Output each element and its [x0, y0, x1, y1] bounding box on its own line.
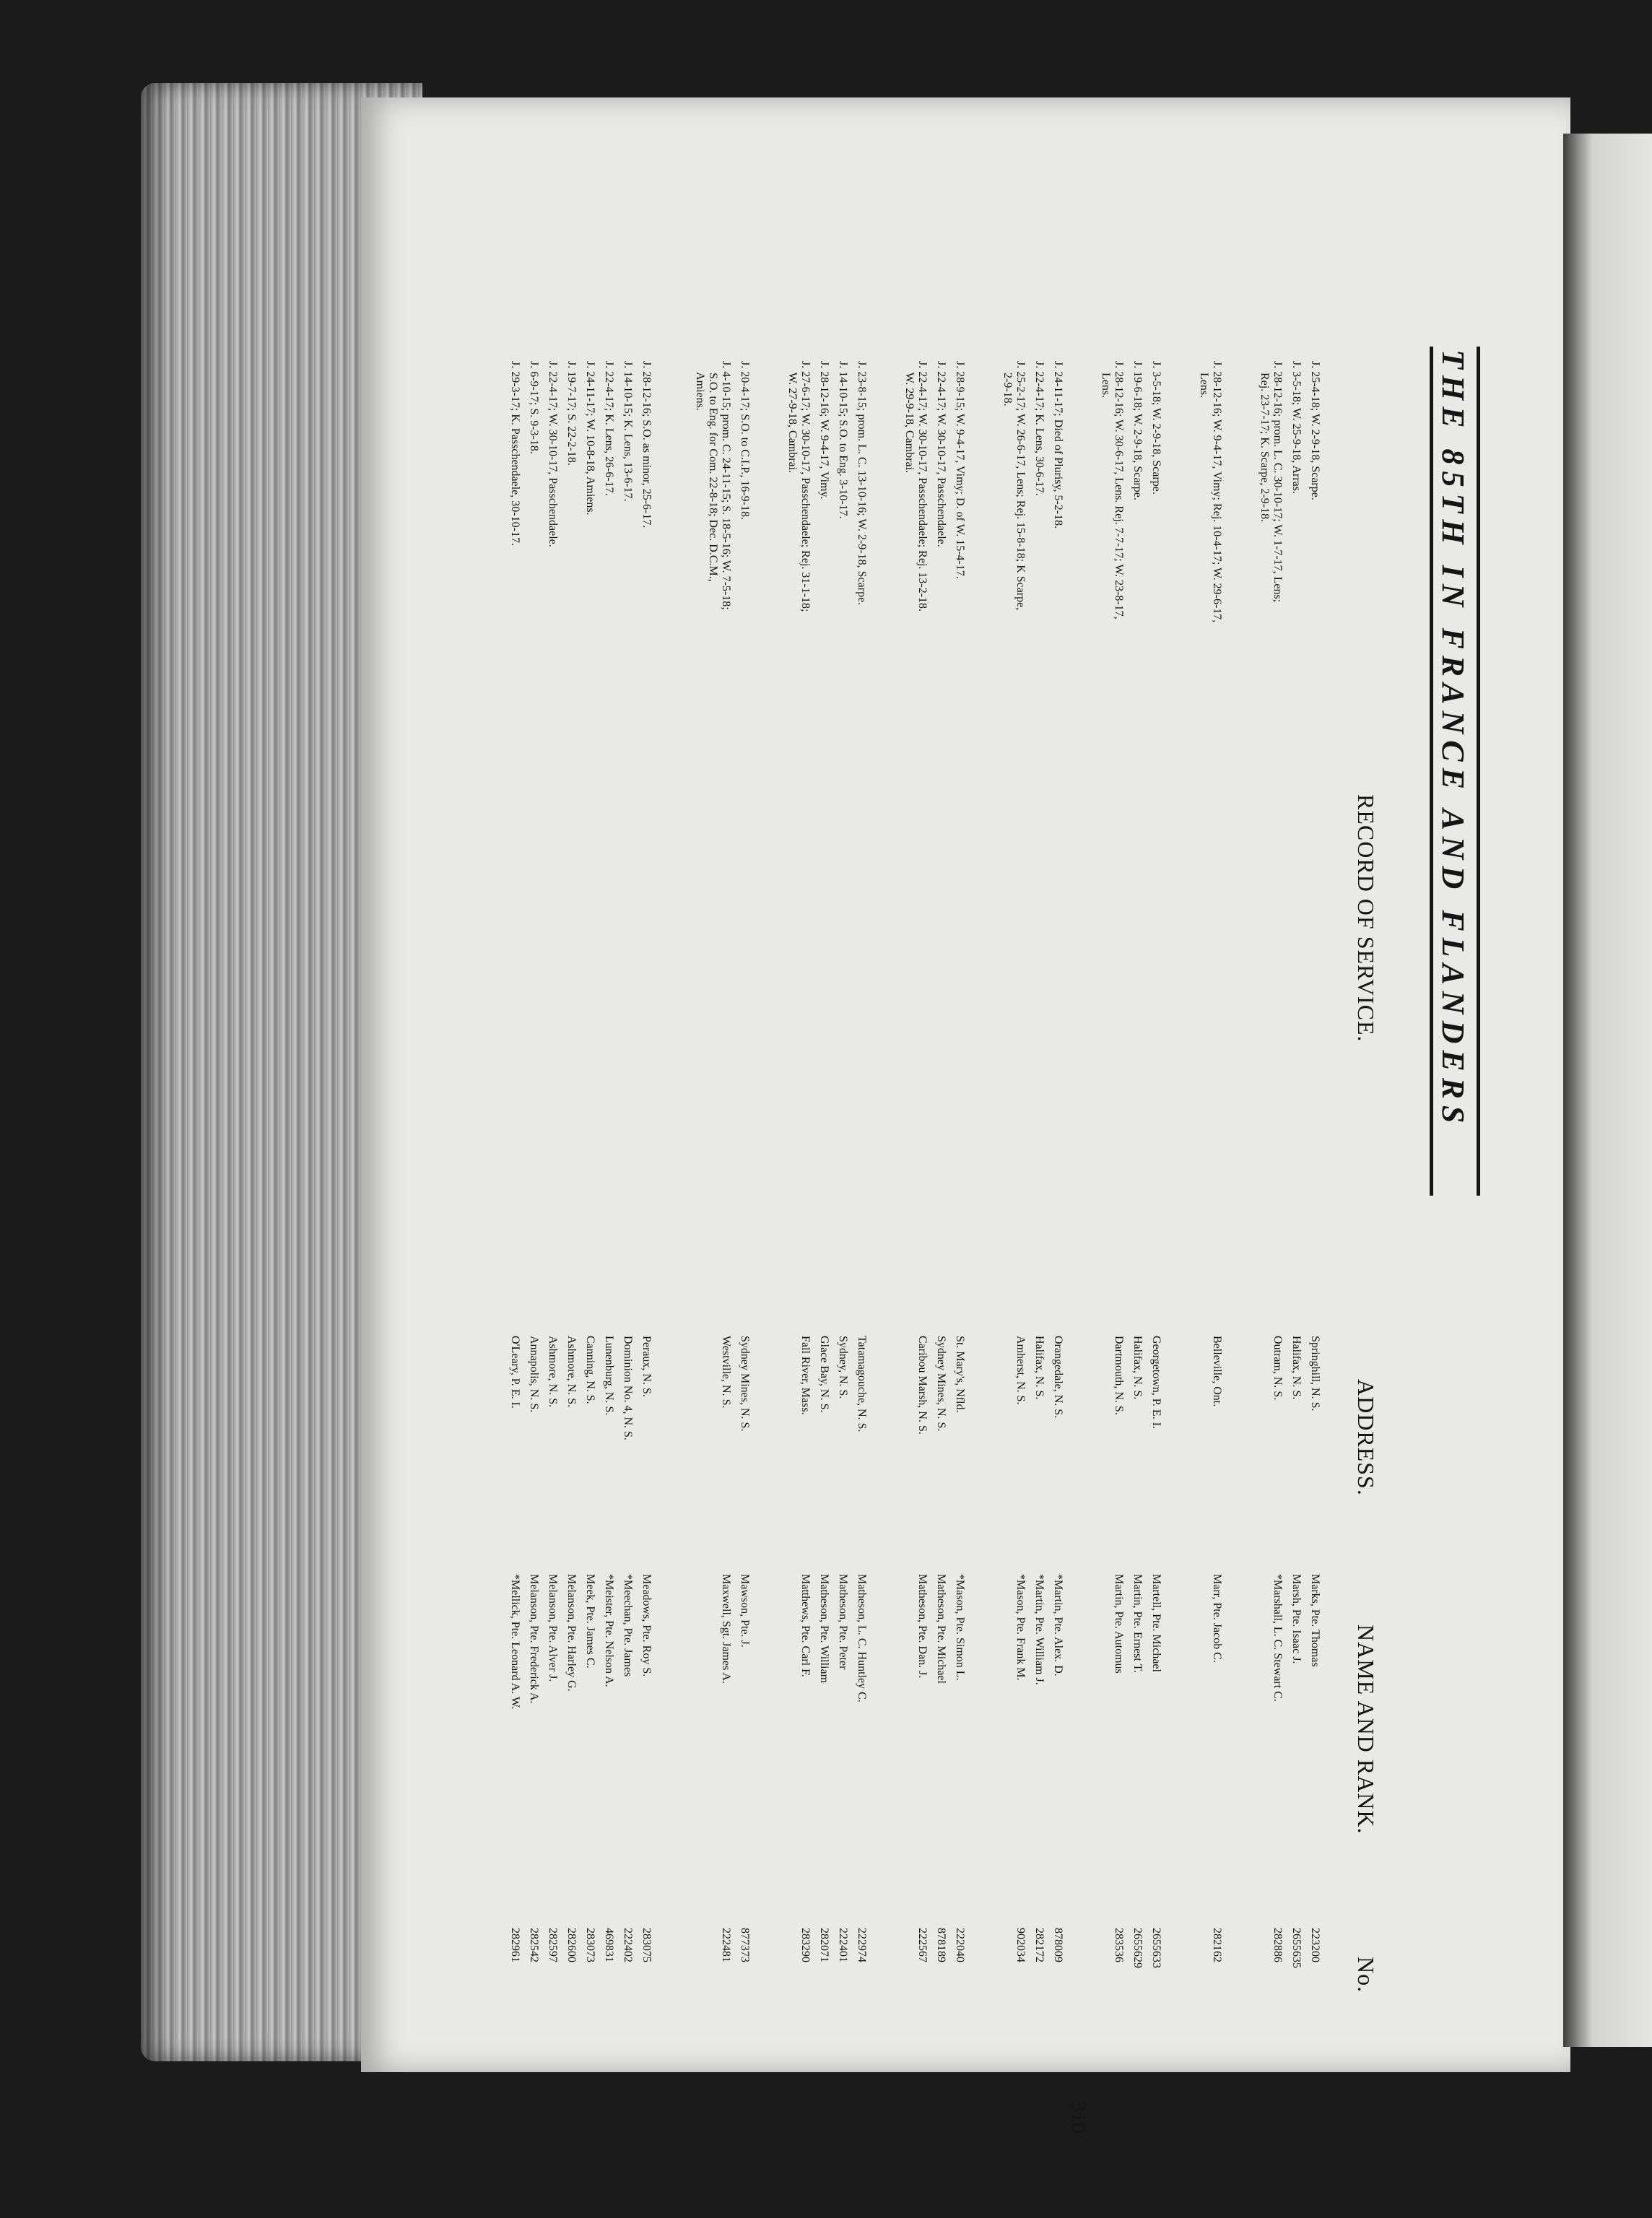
name-and-rank: Mawson, Pte. J. — [739, 1574, 751, 1648]
table-row — [1303, 347, 1321, 2115]
address: Sydney, N. S. — [837, 1336, 849, 1399]
service-number: 222402 — [622, 1928, 634, 1962]
group-spacer — [868, 347, 891, 2115]
table-row — [929, 347, 947, 2115]
record-of-service: J. 22-4-17; K. Lens, 26-6-17. — [603, 361, 615, 496]
table-row — [596, 347, 615, 2115]
record-of-service: J. 6-9-17; S. 9-3-18. — [528, 361, 540, 454]
address: Halifax, N. S. — [1131, 1336, 1144, 1400]
table-row — [1284, 347, 1303, 2115]
service-number: 282597 — [547, 1928, 559, 1962]
record-of-service: J. 28-12-16; W. 9-4-17, Vimy; Rej. 10-4-17; W. 29-6-17, Lens. — [1198, 361, 1223, 623]
record-of-service: J. 25-4-18; W. 2-9-18, Scarpe. — [1309, 361, 1321, 500]
record-of-service: J. 28-12-16; S.O. as minor, 25-6-17. — [640, 361, 653, 529]
group-spacer — [1223, 347, 1246, 2115]
table-row — [830, 347, 849, 2115]
address: Orangedale, N. S. — [1052, 1336, 1064, 1419]
name-and-rank: Melanson, Pte. Harley G. — [565, 1574, 578, 1692]
table-row — [615, 347, 634, 2115]
record-of-service: J. 28-9-15; W. 9-4-17, Vimy; D. of W. 15-4-17. — [954, 361, 966, 579]
address: Sydney Mines, N. S. — [935, 1336, 947, 1432]
name-and-rank: *Meechan, Pte. James — [622, 1574, 634, 1677]
service-number: 222481 — [720, 1928, 732, 1962]
name-and-rank: Martell, Pte. Michael — [1150, 1574, 1162, 1672]
page-number: 310 — [1066, 2101, 1090, 2134]
record-of-service: J. 22-4-17; K. Lens, 30-6-17. — [1033, 361, 1045, 496]
address: St. Mary's, Nfld. — [954, 1336, 966, 1413]
service-number: 283536 — [1113, 1928, 1125, 1962]
name-and-rank: Matheson, Pte. William — [818, 1574, 830, 1684]
name-and-rank: *Martin, Pte. William J. — [1033, 1574, 1045, 1685]
name-and-rank: Matheson, Pte. Dan. J. — [916, 1574, 929, 1679]
table-row — [849, 347, 868, 2115]
table-row — [989, 347, 1027, 2115]
address: Georgetown, P. E. I. — [1150, 1336, 1162, 1430]
address: Belleville, Ont. — [1211, 1336, 1223, 1407]
service-number: 878189 — [935, 1928, 947, 1962]
address: Ashmore, N. S. — [565, 1336, 578, 1408]
table-row — [1144, 347, 1162, 2115]
service-number: 222401 — [837, 1928, 849, 1962]
name-and-rank: Matheson, L. C. Huntley C. — [856, 1574, 868, 1702]
name-and-rank: Marr, Pte. Jacob C. — [1211, 1574, 1223, 1663]
name-and-rank: Matheson, Pte. Michael — [935, 1574, 947, 1684]
service-number: 877373 — [739, 1928, 751, 1962]
service-number: 283075 — [640, 1928, 653, 1962]
record-of-service: J. 22-4-17; W. 30-10-17, Passchendaele. — [935, 361, 947, 547]
table-row — [634, 347, 653, 2115]
name-and-rank: Matheson, Pte. Peter — [837, 1574, 849, 1670]
page-title: THE 85TH IN FRANCE AND FLANDERS — [1435, 349, 1471, 1130]
table-row — [812, 347, 830, 2115]
address: Amherst, N. S. — [1014, 1336, 1027, 1405]
roster-table — [503, 347, 1321, 2115]
record-of-service: J. 20-4-17; S.O. to C.I.P., 16-9-18. — [739, 361, 751, 521]
group-spacer — [653, 347, 676, 2115]
record-of-service: J. 24-11-17; W. 10-8-18, Amiens. — [584, 361, 596, 516]
service-number: 902034 — [1014, 1928, 1027, 1962]
record-of-service: J. 24-11-17; Died of Plurisy, 5-2-18. — [1052, 361, 1064, 529]
name-and-rank: Meadows, Pte. Roy S. — [640, 1574, 653, 1677]
address: Halifax, N. S. — [1290, 1336, 1303, 1400]
record-of-service: J. 3-5-18; W. 25-9-18, Arras. — [1290, 361, 1303, 494]
address: Ashmore, N. S. — [547, 1336, 559, 1408]
service-number: 222040 — [954, 1928, 966, 1962]
table-row — [503, 347, 521, 2115]
name-and-rank: *Martin, Pte. Alex. D. — [1052, 1574, 1064, 1676]
table-row — [732, 347, 751, 2115]
name-and-rank: Melanson, Pte. Frederick A. — [528, 1574, 540, 1704]
column-header-name: NAME AND RANK. — [1353, 1625, 1379, 1835]
address: Outram, N. S. — [1271, 1336, 1284, 1401]
page-content — [509, 347, 1480, 2134]
record-of-service: J. 28-12-16; W. 30-6-17, Lens. Rej. 7-7-17; W. 23-8-17, Lens. — [1100, 361, 1125, 619]
name-and-rank: *Meister, Pte. Nelson A. — [603, 1574, 615, 1687]
table-row — [1246, 347, 1284, 2115]
service-number: 469831 — [603, 1928, 615, 1962]
address: Lunenburg, N. S. — [603, 1336, 615, 1416]
service-number: 283073 — [584, 1928, 596, 1962]
service-number: 282071 — [818, 1928, 830, 1962]
service-number: 282162 — [1211, 1928, 1223, 1962]
address: Springhill, N. S. — [1309, 1336, 1321, 1412]
table-row — [1125, 347, 1144, 2115]
name-and-rank: Maxwell, Sgt. James A. — [720, 1574, 732, 1684]
name-and-rank: Marsh, Pte. Isaac J. — [1290, 1574, 1303, 1664]
service-number: 222567 — [916, 1928, 929, 1962]
address: O'Leary, P. E. I. — [509, 1336, 521, 1409]
service-number: 283290 — [799, 1928, 812, 1962]
record-of-service: J. 25-2-17; W. 26-6-17, Lens; Rej. 15-8-18; K Scarpe, 2-9-18. — [1001, 361, 1027, 611]
table-row — [540, 347, 559, 2115]
service-number: 2655635 — [1290, 1928, 1303, 1968]
name-and-rank: Melanson, Pte. Alver J. — [547, 1574, 559, 1682]
running-header — [1430, 347, 1480, 1196]
record-of-service: J. 29-3-17; K. Passchendaele, 30-10-17. — [509, 361, 521, 546]
service-number: 282172 — [1033, 1928, 1045, 1962]
table-row — [947, 347, 966, 2115]
table-row — [521, 347, 540, 2115]
column-headers — [1336, 347, 1379, 2115]
service-number: 282886 — [1271, 1928, 1284, 1962]
address: Canning, N. S. — [584, 1336, 596, 1404]
address: Fall River, Mass. — [799, 1336, 812, 1415]
column-header-address: ADDRESS. — [1353, 1379, 1379, 1496]
service-number: 282600 — [565, 1928, 578, 1962]
name-and-rank: *Mason, Pte. Simon L. — [954, 1574, 966, 1681]
address: Glace Bay, N. S. — [818, 1336, 830, 1413]
service-number: 2655629 — [1131, 1928, 1144, 1968]
service-number: 282961 — [509, 1928, 521, 1962]
address: Tatamagouche, N. S. — [856, 1336, 868, 1432]
service-number: 222974 — [856, 1928, 868, 1962]
record-of-service: J. 4-10-15; prom. C. 24-11-15; S. 18-5-16; W. 7-5-18; S.O. to Eng. for Com. 22-8-18; Dec. D.C.M., Amiens. — [694, 361, 732, 610]
address: Halifax, N. S. — [1033, 1336, 1045, 1400]
name-and-rank: Meek, Pte. James C. — [584, 1574, 596, 1669]
table-row — [1087, 347, 1125, 2115]
column-header-record: RECORD OF SERVICE. — [1353, 794, 1379, 1043]
column-header-no: No. — [1353, 1957, 1379, 1993]
group-spacer — [751, 347, 774, 2115]
name-and-rank: Matthews, Pte. Carl F. — [799, 1574, 812, 1677]
service-number: 282542 — [528, 1928, 540, 1962]
name-and-rank: *Marshall, L. C. Stewart C. — [1271, 1574, 1284, 1702]
name-and-rank: Martin, Pte. Ernest T. — [1131, 1574, 1144, 1674]
record-of-service: J. 28-12-16; prom. L. C. 30-10-17; W. 1-7-17, Lens; Rej. 23-7-17; K. Scarpe, 2-9-18. — [1258, 361, 1284, 603]
table-row — [891, 347, 929, 2115]
address: Peraux, N. S. — [640, 1336, 653, 1397]
name-and-rank: Marks, Pte. Thomas — [1309, 1574, 1321, 1667]
record-of-service: J. 19-7-17; S. 22-2-18. — [565, 361, 578, 466]
name-and-rank: *Mellick, Pte. Leonard A. W. — [509, 1574, 521, 1710]
name-and-rank: Martin, Pte. Automus — [1113, 1574, 1125, 1674]
group-spacer — [1064, 347, 1087, 2115]
table-row — [774, 347, 812, 2115]
record-of-service: J. 3-5-18; W. 2-9-18, Scarpe. — [1150, 361, 1162, 495]
address: Dominion No. 4, N. S. — [622, 1336, 634, 1440]
service-number: 878009 — [1052, 1928, 1064, 1962]
address: Annapolis, N. S. — [528, 1336, 540, 1413]
group-spacer — [966, 347, 989, 2115]
record-of-service: J. 19-6-18; W. 2-9-18, Scarpe. — [1131, 361, 1144, 500]
service-number: 223200 — [1309, 1928, 1321, 1962]
record-of-service: J. 22-4-17; W. 30-10-17, Passchendaele. — [547, 361, 559, 547]
table-row — [1045, 347, 1064, 2115]
table-row — [559, 347, 578, 2115]
table-row — [578, 347, 596, 2115]
table-row — [1186, 347, 1223, 2115]
address: Caribou Marsh, N. S. — [916, 1336, 929, 1435]
record-of-service: J. 23-8-15; prom. L. C. 13-10-16; W. 2-9-18, Scarpe. — [856, 361, 868, 606]
group-spacer — [1162, 347, 1186, 2115]
table-row — [676, 347, 732, 2115]
address: Dartmouth, N. S. — [1113, 1336, 1125, 1415]
service-number: 2655633 — [1150, 1928, 1162, 1968]
address: Westville, N. S. — [720, 1336, 732, 1409]
name-and-rank: *Mason, Pte. Frank M. — [1014, 1574, 1027, 1681]
record-of-service: J. 14-10-15; S.O. to Eng. 3-10-17. — [837, 361, 849, 519]
record-of-service: J. 22-4-17; W. 30-10-17, Passchendaele; Rej. 13-2-18. W. 29-9-18, Cambrai. — [903, 361, 929, 612]
facing-page — [1563, 134, 1652, 2047]
record-of-service: J. 27-6-17; W. 30-10-17, Passchendaele; Rej. 31-1-18; W. 27-9-18, Cambrai. — [786, 361, 812, 612]
record-of-service: J. 28-12-16; W. 9-4-17, Vimy. — [818, 361, 830, 500]
table-row — [1027, 347, 1045, 2115]
record-of-service: J. 14-10-15; K. Lens, 13-6-17. — [622, 361, 634, 502]
address: Sydney Mines, N. S. — [739, 1336, 751, 1432]
